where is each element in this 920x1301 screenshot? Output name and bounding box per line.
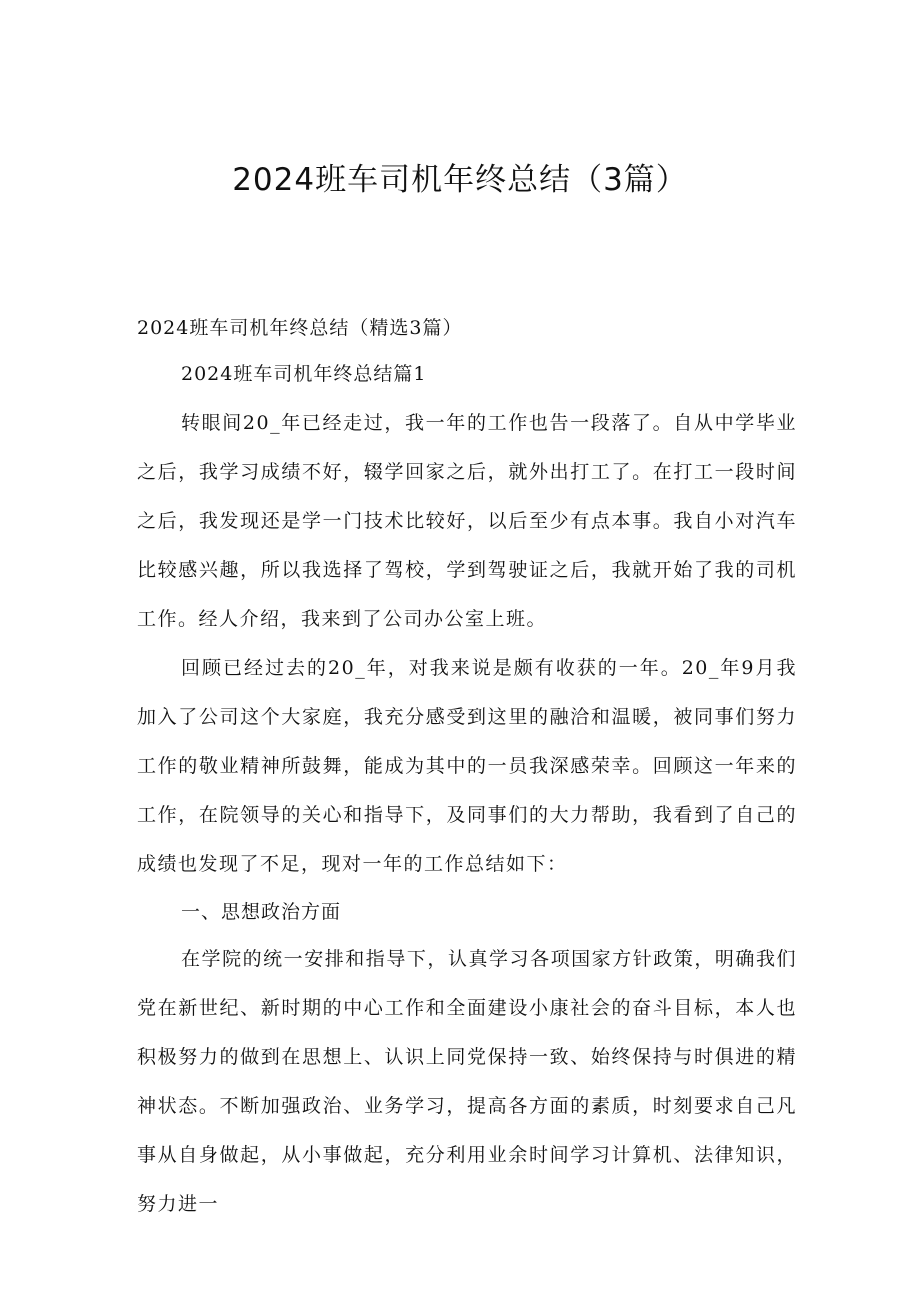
paragraph: 转眼间20_年已经走过，我一年的工作也告一段落了。自从中学毕业之后，我学习成绩不好，辍学回家之后，就外出打工了。在打工一段时间之后，我发现还是学一门技术比较好，以后至少有点本事。我自小对汽车比较感兴趣，所以我选择了驾校，学到驾驶证之后，我就开始了我的司机工作。经人介绍，我来到了公司办公室上班。 [137, 412, 797, 630]
document-title: 2024班车司机年终总结（3篇） [232, 162, 688, 198]
section-heading: 一、思想政治方面 [181, 901, 342, 923]
paragraph: 回顾已经过去的20_年，对我来说是颇有收获的一年。20_年9月我加入了公司这个大家庭，我充分感受到这里的融洽和温暖，被同事们努力工作的敬业精神所鼓舞，能成为其中的一员我深感荣幸。回顾这一年来的工作，在院领导的关心和指导下，及同事们的大力帮助，我看到了自己的成绩也发现了不足，现对一年的工作总结如下： [137, 657, 797, 875]
document-subtitle: 2024班车司机年终总结（精选3篇） [137, 317, 463, 339]
paragraph: 在学院的统一安排和指导下，认真学习各项国家方针政策，明确我们党在新世纪、新时期的中心工作和全面建设小康社会的奋斗目标，本人也积极努力的做到在思想上、认识上同党保持一致、始终保持与时俱进的精神状态。不断加强政治、业务学习，提高各方面的素质，时刻要求自己凡事从自身做起，从小事做起，充分利用业余时间学习计算机、法律知识，努力进一 [137, 948, 797, 1215]
document-body [137, 305, 797, 1229]
part-heading: 2024班车司机年终总结篇1 [181, 363, 427, 385]
